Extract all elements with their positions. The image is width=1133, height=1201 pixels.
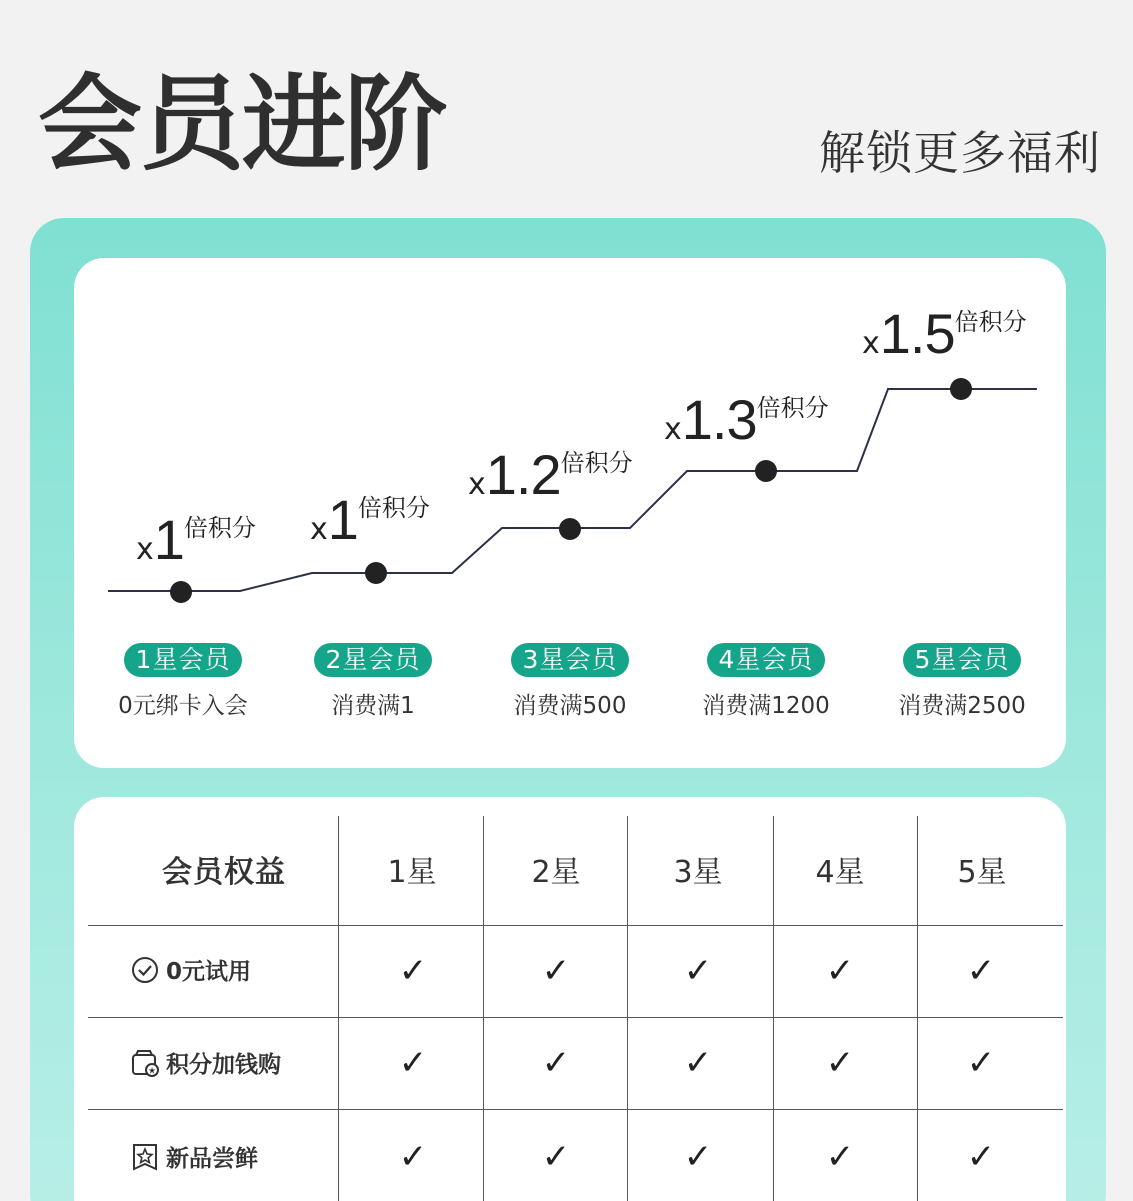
tier-badge: 1星会员	[124, 643, 243, 677]
table-divider	[88, 925, 1063, 926]
check-mark: ✓	[966, 1137, 996, 1177]
check-mark: ✓	[825, 1043, 855, 1083]
tier-dot-2	[365, 562, 387, 584]
benefit-row-label: 0元试用	[130, 953, 251, 986]
check-mark: ✓	[966, 1043, 996, 1083]
tier-badge: 3星会员	[511, 643, 630, 677]
check-mark: ✓	[398, 1043, 428, 1083]
table-divider	[773, 816, 774, 1201]
check-mark: ✓	[683, 1137, 713, 1177]
tier-1-multiplier: x1倍积分	[136, 508, 256, 571]
table-divider	[338, 816, 339, 1201]
tier-dot-3	[559, 518, 581, 540]
check-mark: ✓	[683, 951, 713, 991]
wallet-icon	[130, 1048, 160, 1078]
table-divider	[88, 1109, 1063, 1110]
check-mark: ✓	[541, 1137, 571, 1177]
tier-dot-4	[755, 460, 777, 482]
page-title: 会员进阶	[38, 63, 447, 185]
benefit-row-label: 新品尝鲜	[130, 1140, 258, 1173]
benefits-header: 会员权益	[162, 855, 286, 890]
table-divider	[483, 816, 484, 1201]
tier-badge: 5星会员	[903, 643, 1022, 677]
star-bookmark-icon	[130, 1142, 160, 1172]
column-header-1: 1星	[387, 855, 437, 890]
check-mark: ✓	[398, 951, 428, 991]
column-header-3: 3星	[673, 855, 723, 890]
table-divider	[917, 816, 918, 1201]
check-mark: ✓	[825, 951, 855, 991]
page-subtitle: 解锁更多福利	[819, 126, 1101, 180]
check-mark: ✓	[966, 951, 996, 991]
tier-2-multiplier: x1倍积分	[310, 488, 430, 551]
check-mark: ✓	[541, 1043, 571, 1083]
tier-condition: 消费满2500	[898, 693, 1026, 719]
column-header-5: 5星	[957, 855, 1007, 890]
column-header-2: 2星	[531, 855, 581, 890]
tier-3-multiplier: x1.2倍积分	[468, 443, 633, 506]
table-divider	[627, 816, 628, 1201]
tier-4-multiplier: x1.3倍积分	[664, 388, 829, 451]
svg-text:★: ★	[147, 1066, 157, 1076]
table-divider	[88, 1017, 1063, 1018]
check-mark: ✓	[398, 1137, 428, 1177]
tier-dot-5	[950, 378, 972, 400]
tier-2-label	[283, 643, 463, 720]
check-mark: ✓	[825, 1137, 855, 1177]
column-header-4: 4星	[815, 855, 865, 890]
check-circle-icon	[130, 955, 160, 985]
tier-condition: 消费满500	[513, 693, 627, 719]
tier-condition: 0元绑卡入会	[118, 693, 248, 719]
tier-badge: 2星会员	[314, 643, 433, 677]
tier-condition: 消费满1	[331, 693, 415, 719]
check-mark: ✓	[541, 951, 571, 991]
tier-1-label	[93, 643, 273, 720]
tier-badge: 4星会员	[707, 643, 826, 677]
tier-dot-1	[170, 581, 192, 603]
tier-5-label	[872, 643, 1052, 720]
tier-3-label	[480, 643, 660, 720]
tier-condition: 消费满1200	[702, 693, 830, 719]
benefit-row-label: ★ 积分加钱购	[130, 1046, 281, 1079]
check-mark: ✓	[683, 1043, 713, 1083]
tier-5-multiplier: x1.5倍积分	[862, 302, 1027, 365]
tier-4-label	[676, 643, 856, 720]
